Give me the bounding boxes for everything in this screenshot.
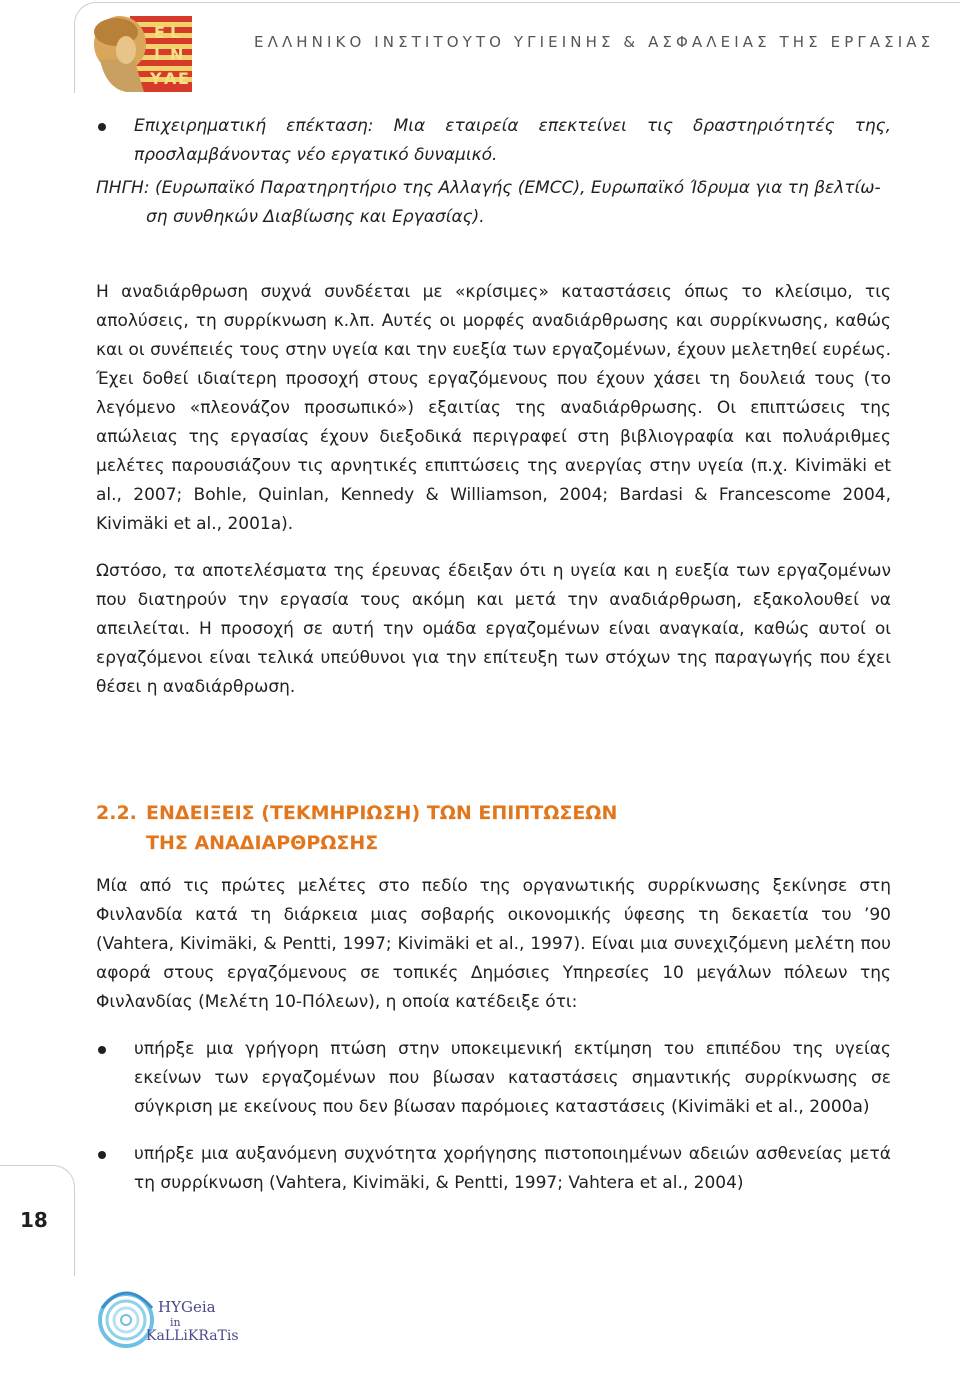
logo-letter: Y (150, 69, 162, 88)
source-line: ση συνθηκών Διαβίωσης και Εργασίας). (146, 207, 485, 227)
main-content (96, 112, 891, 702)
logo-text: HYGeia (158, 1298, 216, 1316)
source-citation (96, 174, 891, 232)
spacer (96, 260, 891, 278)
page-number: 18 (20, 1208, 48, 1232)
spacer (96, 539, 891, 557)
bullet-icon (98, 1151, 106, 1159)
logo-letter: E (154, 23, 165, 42)
paragraph: Ωστόσο, τα αποτελέσματα της έρευνας έδειξαν ότι η υγεία και η ευεξία των εργαζομένων που διατηρούν την εργασία τους ακόμη και μετά την αναδιάρθρωση, εξακολουθεί να απειλείται. Η προσοχή σε αυτή την ομάδα εργαζομένων είναι αναγκαία, καθώς αυτοί οι εργαζόμενοι είναι τελικά υπεύθυνοι για την επίτευξη των στόχων της παραγωγής που έχει θέσει η αναδιάρθρωση. (96, 561, 891, 697)
paragraph: Μία από τις πρώτες μελέτες στο πεδίο της οργανωτικής συρρίκνωσης ξεκίνησε στη Φινλανδία κατά τη διάρκεια μιας σοβαρής οικονομικής ύφεσης τη δεκαετία του ’90 (Vahtera, Kivimäki, & Pentti, 1997; Kivimäki et al., 1997). Είναι μια συνεχιζόμενη μελέτη που αφορά στους εργαζόμενους σε τοπικές Δημόσιες Υπηρεσίες 10 μεγάλων πόλεων της Φινλανδίας (Μελέτη 10-Πόλεων), η οποία κατέδειξε ότι: (96, 876, 891, 1012)
bullet-text: Επιχειρηματική επέκταση: Μια εταιρεία επεκτείνει τις δραστηριότητές της, προσλαμβάνοντας νέο εργατικό δυναμικό. (134, 116, 891, 165)
list-item (96, 1140, 891, 1198)
hygeia-logo (96, 1268, 239, 1368)
institute-logo (86, 10, 198, 94)
section-title-line: ΕΝΔΕΙΞΕΙΣ (ΤΕΚΜΗΡΙΩΣΗ) ΤΩΝ ΕΠΙΠΤΩΣΕΩΝ (146, 802, 618, 824)
bullet-text: υπήρξε μια γρήγορη πτώση στην υποκειμενική εκτίμηση του επιπέδου της υγείας εκείνων των εργαζομένων που βίωσαν καταστάσεις σημαντικής συρρίκνωσης σε σύγκριση με εκείνους που δεν βίωσαν παρόμοιες καταστάσεις (Kivimäki et al., 2000a) (134, 1039, 891, 1117)
logo-letter: N (170, 45, 184, 64)
bullet-icon (98, 1046, 106, 1054)
swirl-icon (96, 1268, 236, 1368)
bullet-text: υπήρξε μια αυξανόμενη συχνότητα χορήγησης πιστοποιημένων αδειών ασθενείας μετά τη συρρίκνωση (Vahtera, Kivimäki, & Pentti, 1997; Vahtera et al., 2004) (134, 1144, 891, 1193)
list-item (96, 1035, 891, 1122)
page-header (0, 0, 960, 92)
spacer (96, 232, 891, 260)
header-title: ΕΛΛΗΝΙΚΟ ΙΝΣΤΙΤΟΥΤΟ ΥΓΙΕΙΝΗΣ & ΑΣΦΑΛΕΙΑΣ ΤΗΣ ΕΡΓΑΣΙΑΣ (254, 33, 935, 51)
list-item (96, 112, 891, 170)
section-content (96, 872, 891, 1198)
logo-letter: I (154, 45, 160, 64)
logo-text: in (170, 1316, 181, 1329)
paragraph: Η αναδιάρθρωση συχνά συνδέεται με «κρίσιμες» καταστάσεις όπως το κλείσιμο, τις απολύσεις, τη συρρίκνωση κ.λπ. Αυτές οι μορφές αναδιάρθρωσης και συρρίκνωσης, καθώς και οι συνέπειές τους στην υγεία και την ευεξία των εργαζομένων, έχουν μελετηθεί ευρέως. Έχει δοθεί ιδιαίτερη προσοχή στους εργαζόμενους που έχουν χάσει τη δουλειά τους (το λεγόμενο «πλεονάζον προσωπικό») εξαιτίας της αναδιάρθρωσης. Οι επιπτώσεις της απώλειας της εργασίας έχουν διεξοδικά περιγραφεί στη βιβλιογραφία και πολυάριθμες μελέτες παρουσιάζουν τις αρνητικές επιπτώσεις της ανεργίας στην υγεία (π.χ. Kivimäki et al., 2007; Bohle, Quinlan, Kennedy & Williamson, 2004; Bardasi & Francescome 2004, Kivimäki et al., 2001a). (96, 282, 891, 534)
logo-letter: A (164, 69, 177, 88)
source-line: ΠΗΓΗ: (Ευρωπαϊκό Παρατηρητήριο της Αλλαγής (EMCC), Ευρωπαϊκό Ίδρυμα για τη βελτίω- (96, 178, 881, 198)
bullet-icon (98, 123, 106, 131)
bust-icon (94, 16, 146, 92)
logo-letter: E (178, 69, 189, 88)
section-title-line: ΤΗΣ ΑΝΑΔΙΑΡΘΡΩΣΗΣ (146, 832, 379, 854)
section-number: 2.2. (96, 802, 137, 824)
spacer (96, 1122, 891, 1140)
logo-text: KaLLiKRaTis (146, 1328, 239, 1344)
section-heading (96, 798, 891, 858)
logo-letter: L (170, 23, 181, 42)
spacer (96, 1017, 891, 1035)
